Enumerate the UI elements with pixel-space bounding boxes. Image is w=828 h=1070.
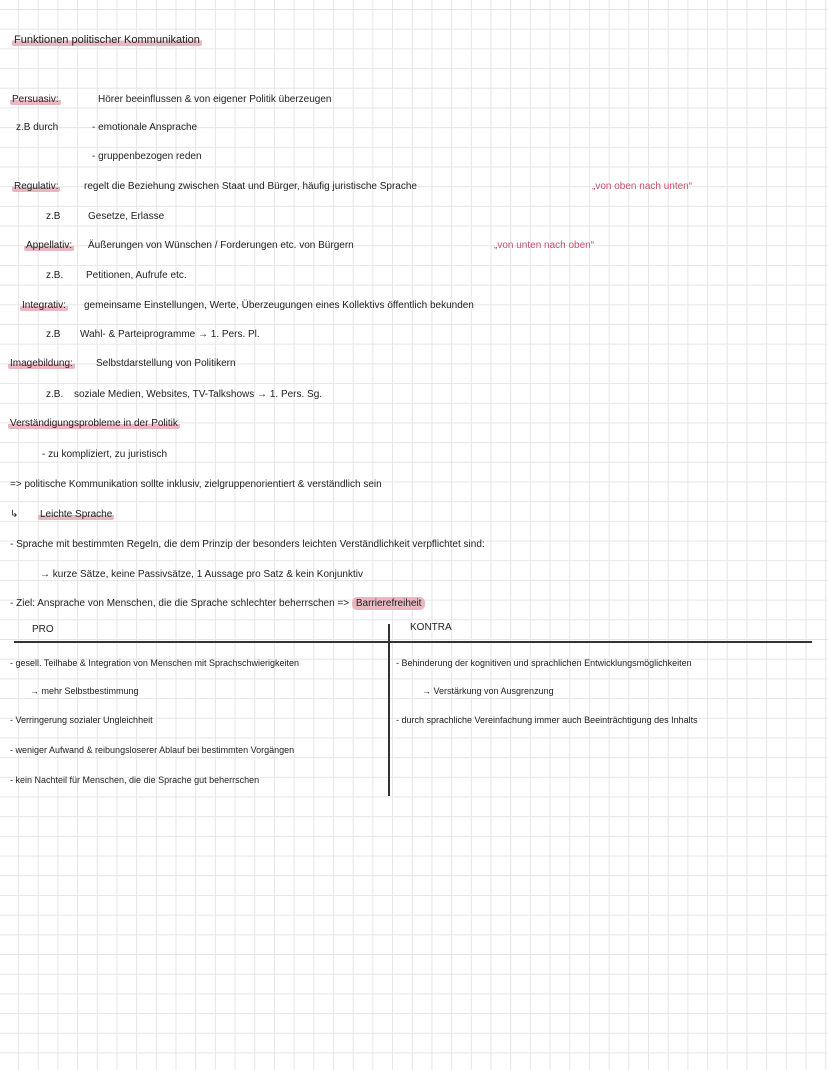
imagebildung-text: Selbstdarstellung von Politikern — [96, 358, 236, 369]
goal-text: - Ziel: Ansprache von Menschen, die die Sprache schlechter beherrschen => — [10, 598, 350, 609]
appellativ-label — [24, 240, 74, 252]
persuasiv-example-1: - emotionale Ansprache — [92, 122, 198, 133]
problems-heading — [8, 418, 180, 430]
leichte-sprache-arrow-icon: ↳ — [10, 509, 19, 520]
pro-header: PRO — [32, 624, 54, 635]
problems-item: - zu kompliziert, zu juristisch — [42, 449, 168, 460]
appellativ-example: Petitionen, Aufrufe etc. — [86, 270, 187, 281]
table-column-divider — [388, 624, 390, 796]
appellativ-example-label: z.B. — [46, 270, 64, 281]
regulativ-note: „von oben nach unten“ — [592, 181, 693, 192]
integrativ-example-label: z.B — [46, 329, 61, 340]
pro-item: → mehr Selbstbestimmung — [30, 686, 139, 696]
appellativ-note: „von unten nach oben“ — [494, 240, 595, 251]
leichte-sprache-rules: → kurze Sätze, keine Passivsätze, 1 Aussage pro Satz & kein Konjunktiv — [40, 569, 363, 580]
imagebildung-example: soziale Medien, Websites, TV-Talkshows → 1. Pers. Sg. — [74, 389, 323, 400]
regulativ-example-label: z.B — [46, 211, 61, 222]
imagebildung-label — [8, 358, 75, 370]
leichte-sprache-heading — [38, 509, 114, 521]
title-text: Funktionen politischer Kommunikation — [14, 34, 200, 46]
kontra-item: - durch sprachliche Vereinfachung immer auch Beeinträchtigung des Inhalts — [396, 715, 698, 725]
integrativ-label-text: Integrativ: — [22, 300, 66, 311]
integrativ-example: Wahl- & Parteiprogramme → 1. Pers. Pl. — [80, 329, 260, 340]
leichte-sprache-heading-text: Leichte Sprache — [40, 509, 113, 520]
problems-conclusion: => politische Kommunikation sollte inklusiv, zielgruppenorientiert & verständlich sein — [10, 479, 382, 490]
kontra-header: KONTRA — [410, 622, 452, 633]
integrativ-text: gemeinsame Einstellungen, Werte, Überzeugungen eines Kollektivs öffentlich bekunden — [84, 300, 474, 311]
persuasiv-example-2: - gruppenbezogen reden — [92, 151, 202, 162]
imagebildung-label-text: Imagebildung: — [10, 358, 73, 369]
regulativ-example: Gesetze, Erlasse — [88, 211, 165, 222]
pro-item: - weniger Aufwand & reibungsloserer Ablauf bei bestimmten Vorgängen — [10, 745, 295, 755]
leichte-sprache-goal — [10, 598, 425, 610]
page-title — [12, 34, 202, 46]
persuasiv-label-text: Persuasiv: — [12, 94, 59, 105]
persuasiv-example-label: z.B durch — [16, 122, 59, 133]
pro-item: - kein Nachteil für Menschen, die die Sprache gut beherrschen — [10, 775, 260, 785]
leichte-sprache-definition: - Sprache mit bestimmten Regeln, die dem Prinzip der besonders leichten Verständlichkeit verpflichtet sind: — [10, 539, 485, 550]
regulativ-label — [12, 181, 60, 193]
goal-highlight: Barrierefreiheit — [352, 597, 426, 610]
appellativ-text: Äußerungen von Wünschen / Forderungen etc. von Bürgern — [88, 240, 354, 251]
imagebildung-example-label: z.B. — [46, 389, 64, 400]
problems-heading-text: Verständigungsprobleme in der Politik — [10, 418, 178, 429]
persuasiv-text: Hörer beeinflussen & von eigener Politik überzeugen — [98, 94, 332, 105]
kontra-item: - Behinderung der kognitiven und sprachlichen Entwicklungsmöglichkeiten — [396, 658, 692, 668]
appellativ-label-text: Appellativ: — [26, 240, 73, 251]
regulativ-label-text: Regulativ: — [14, 181, 59, 192]
regulativ-text: regelt die Beziehung zwischen Staat und Bürger, häufig juristische Sprache — [84, 181, 417, 192]
integrativ-label — [20, 300, 68, 312]
pro-item: - gesell. Teilhabe & Integration von Menschen mit Sprachschwierigkeiten — [10, 658, 299, 668]
persuasiv-label — [10, 94, 61, 106]
table-header-divider — [14, 641, 812, 643]
kontra-item: → Verstärkung von Ausgrenzung — [422, 686, 554, 696]
pro-item: - Verringerung sozialer Ungleichheit — [10, 715, 153, 725]
